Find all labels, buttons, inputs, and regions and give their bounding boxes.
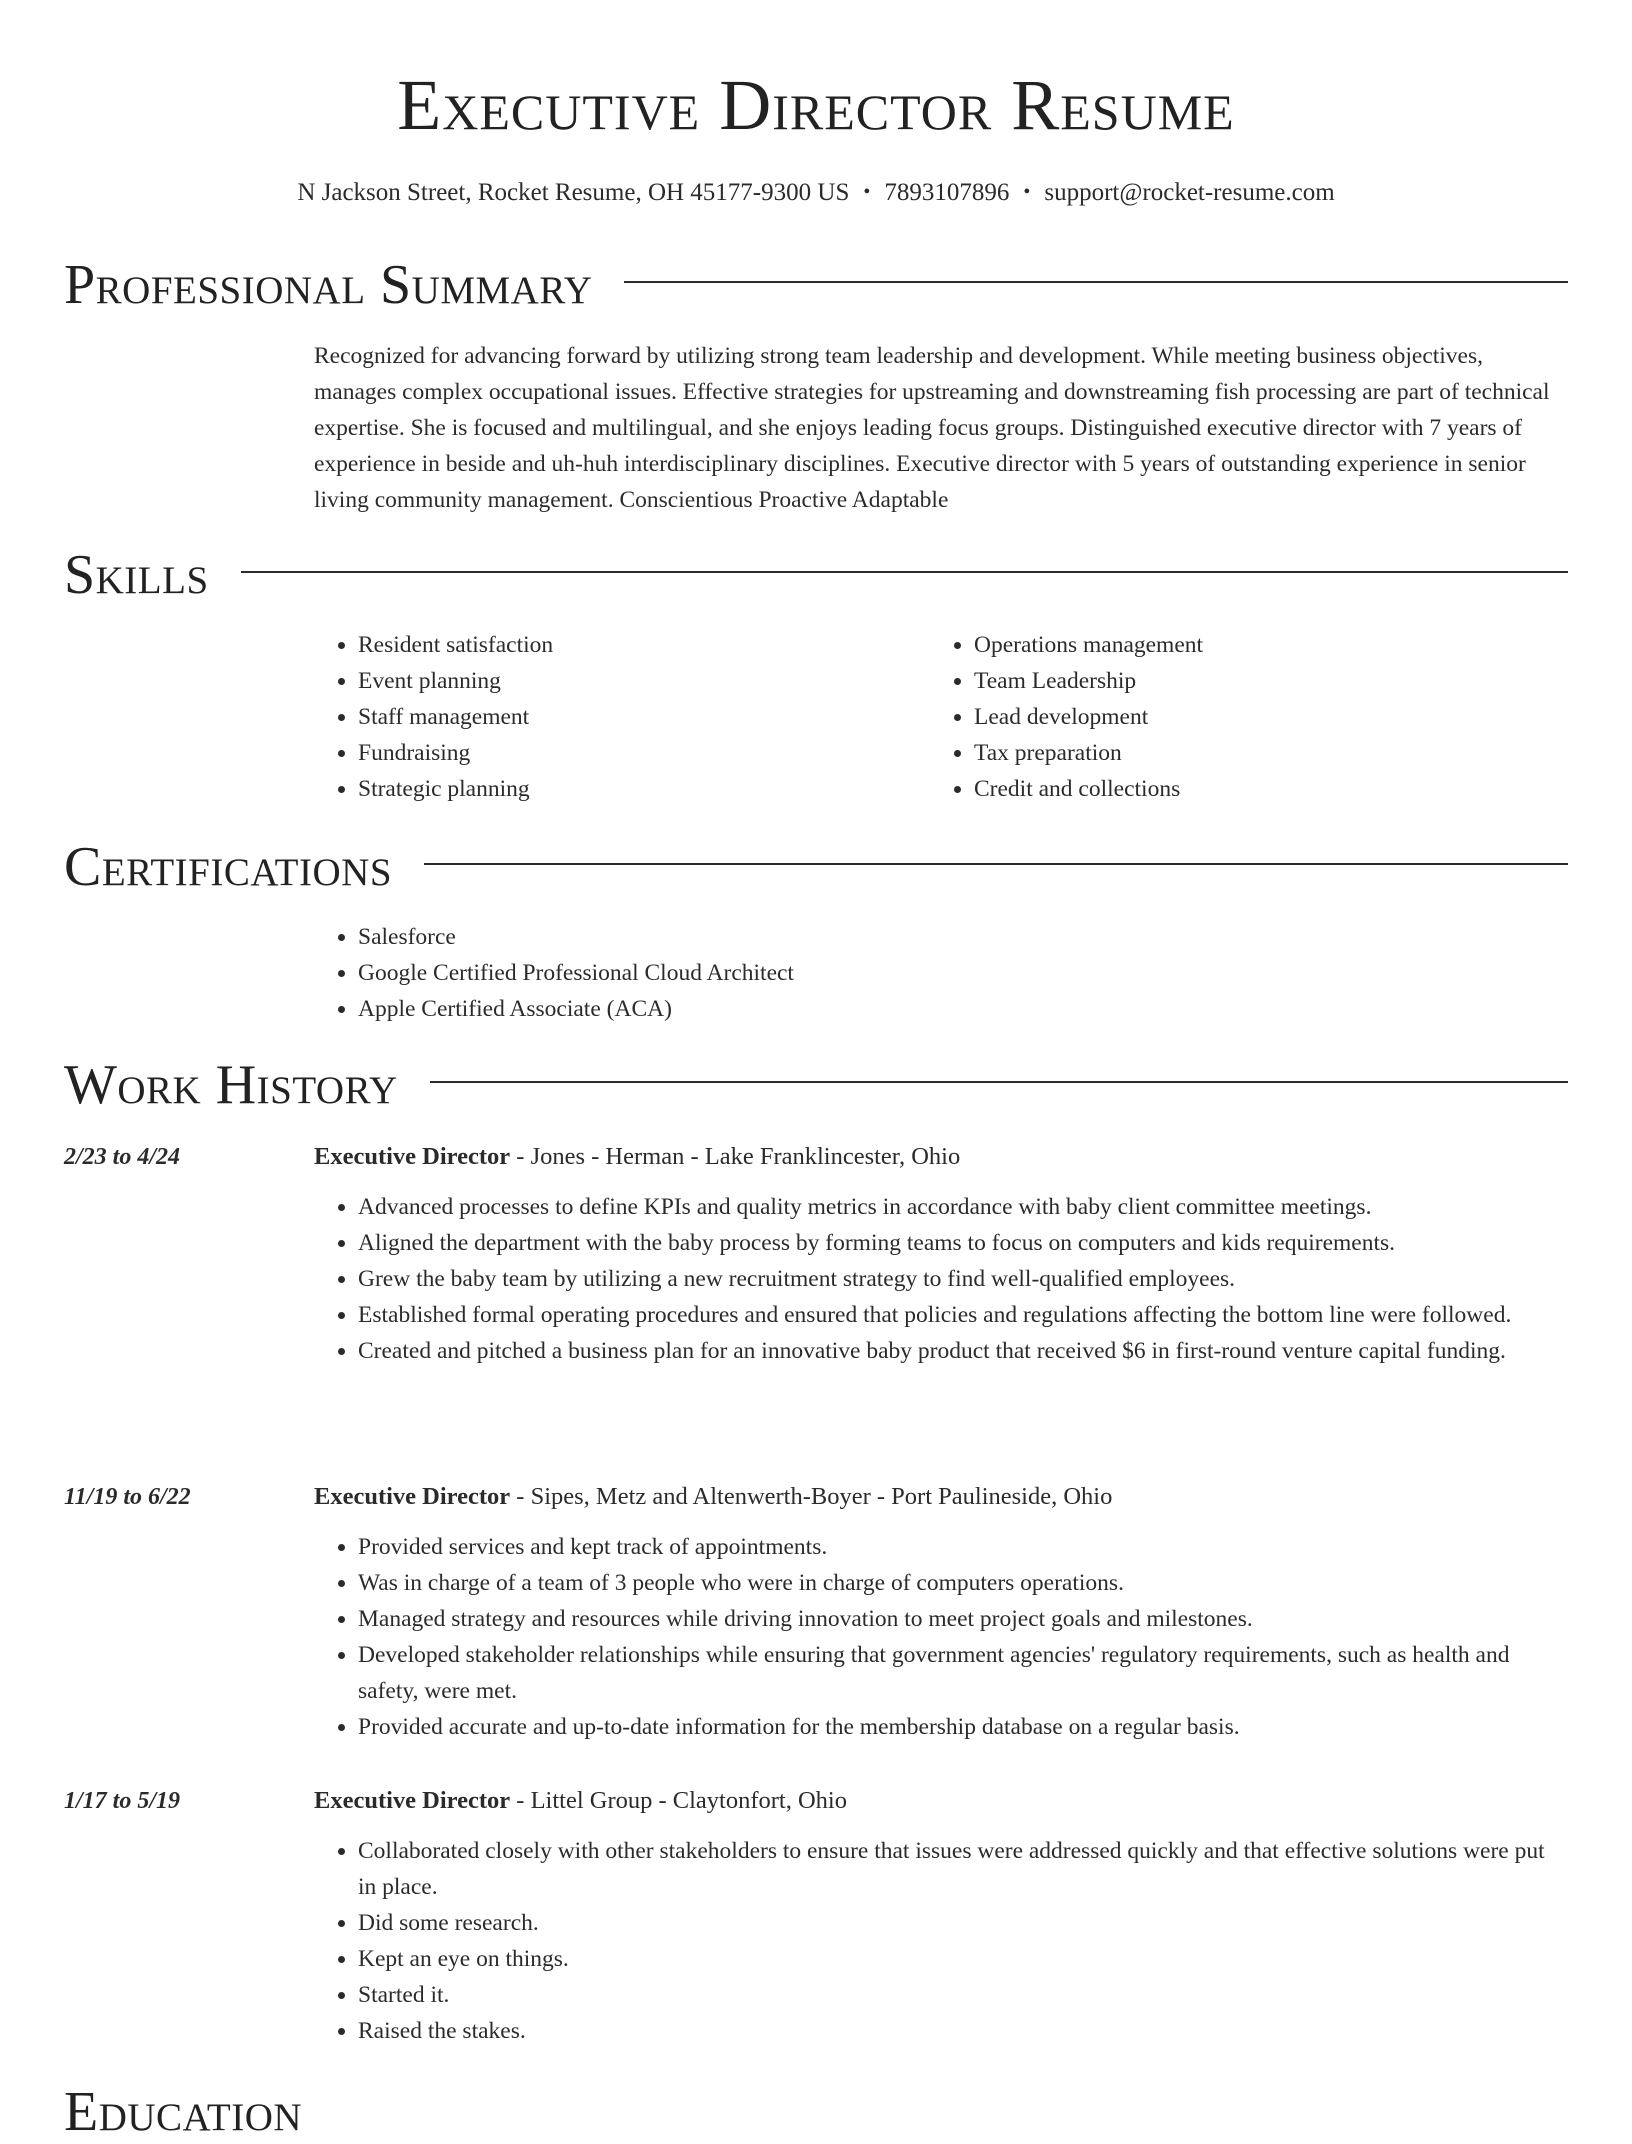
skill-item: • Strategic planning [358,771,914,807]
job-dates: 2/23 to 4/24 [64,1144,181,1170]
skill-item: • Team Leadership [974,663,1530,699]
skills-right-column [930,627,1530,807]
job-title: Executive Director [314,1143,511,1170]
contact-phone: 7893107896 [884,179,1010,206]
job-heading [314,1479,1112,1515]
job-bullet: • Provided accurate and up-to-date information for the membership database on a regular basis. [358,1709,1568,1745]
summary-heading: Professional Summary [64,254,593,316]
job-bullet: • Grew the baby team by utilizing a new recruitment strategy to find well-qualified employees. [358,1261,1568,1297]
job-bullet: • Established formal operating procedures and ensured that policies and regulations affecting the bottom line were followed. [358,1297,1568,1333]
job-bullet: • Aligned the department with the baby process by forming teams to focus on computers and kids requirements. [358,1225,1568,1261]
job-bullet: • Managed strategy and resources while driving innovation to meet project goals and milestones. [358,1601,1568,1637]
job-bullet: • Kept an eye on things. [358,1941,1568,1977]
skill-item: • Event planning [358,663,914,699]
job-title: Executive Director [314,1787,511,1814]
skills-left-column [314,627,914,807]
skill-item: • Credit and collections [974,771,1530,807]
certifications-list [314,919,1568,1027]
section-divider [241,571,1568,573]
skill-item: • Operations management [974,627,1530,663]
skill-item: • Tax preparation [974,735,1530,771]
job-bullet: • Collaborated closely with other stakeholders to ensure that issues were addressed quickly and that effective solutions were put in place. [358,1833,1568,1905]
education-heading: Education [64,2081,303,2143]
skill-item: • Lead development [974,699,1530,735]
section-divider [430,1081,1568,1083]
section-divider [624,281,1568,283]
summary-text: Recognized for advancing forward by utilizing strong team leadership and development. While meeting business objectives, manages complex occupational issues. Effective strategies for upstreaming and downstreaming fish processing are part of technical expertise. She is focused and multilingual, and she enjoys leading focus groups. Distinguished executive director with 7 years of experience in beside and uh-huh interdisciplinary disciplines. Executive director with 5 years of outstanding experience in senior living community management. Conscientious Proactive Adaptable [314,343,1550,513]
job-bullet: • Provided services and kept track of appointments. [358,1529,1568,1565]
contact-email: support@rocket-resume.com [1044,179,1335,206]
job-details: - Jones - Herman - Lake Franklincester, Ohio [510,1143,961,1170]
skill-item: • Resident satisfaction [358,627,914,663]
contact-address: N Jackson Street, Rocket Resume, OH 45177-9300 US [297,179,850,206]
certification-item: • Apple Certified Associate (ACA) [358,991,1568,1027]
work-history-heading: Work History [64,1054,398,1116]
job-bullet: • Developed stakeholder relationships while ensuring that government agencies' regulatory requirements, such as health and safety, were met. [358,1637,1568,1709]
skills-section-header [64,543,1568,607]
job-title: Executive Director [314,1483,511,1510]
contact-separator: • [863,181,871,203]
job-bullet: • Was in charge of a team of 3 people who were in charge of computers operations. [358,1565,1568,1601]
job-heading [314,1783,847,1819]
job-bullets [314,1189,1568,1369]
contact-line [64,175,1568,210]
job-details: - Littel Group - Claytonfort, Ohio [510,1787,847,1814]
certification-item: • Google Certified Professional Cloud Architect [358,955,1568,991]
skill-item: • Fundraising [358,735,914,771]
job-heading [314,1139,960,1175]
skill-item: • Staff management [358,699,914,735]
job-bullet: • Created and pitched a business plan for an innovative baby product that received $6 in first-round venture capital funding. [358,1333,1568,1369]
work-history-section-header [64,1053,1568,1117]
job-bullet: • Did some research. [358,1905,1568,1941]
skills-heading: Skills [64,544,209,606]
summary-section-header [64,253,1568,317]
job-bullets [314,1833,1568,2049]
job-bullet: • Started it. [358,1977,1568,2013]
job-dates: 1/17 to 5/19 [64,1788,181,1814]
contact-separator: • [1023,181,1031,203]
job-dates: 11/19 to 6/22 [64,1484,191,1510]
education-section-header [64,2080,1568,2144]
certifications-heading: Certifications [64,836,393,898]
job-bullet: • Raised the stakes. [358,2013,1568,2049]
job-bullet: • Advanced processes to define KPIs and quality metrics in accordance with baby client committee meetings. [358,1189,1568,1225]
job-details: - Sipes, Metz and Altenwerth-Boyer - Port Paulineside, Ohio [510,1483,1113,1510]
resume-title: Executive Director Resume [397,65,1235,145]
certification-item: • Salesforce [358,919,1568,955]
job-bullets [314,1529,1568,1745]
section-divider [424,863,1568,865]
certifications-section-header [64,835,1568,899]
